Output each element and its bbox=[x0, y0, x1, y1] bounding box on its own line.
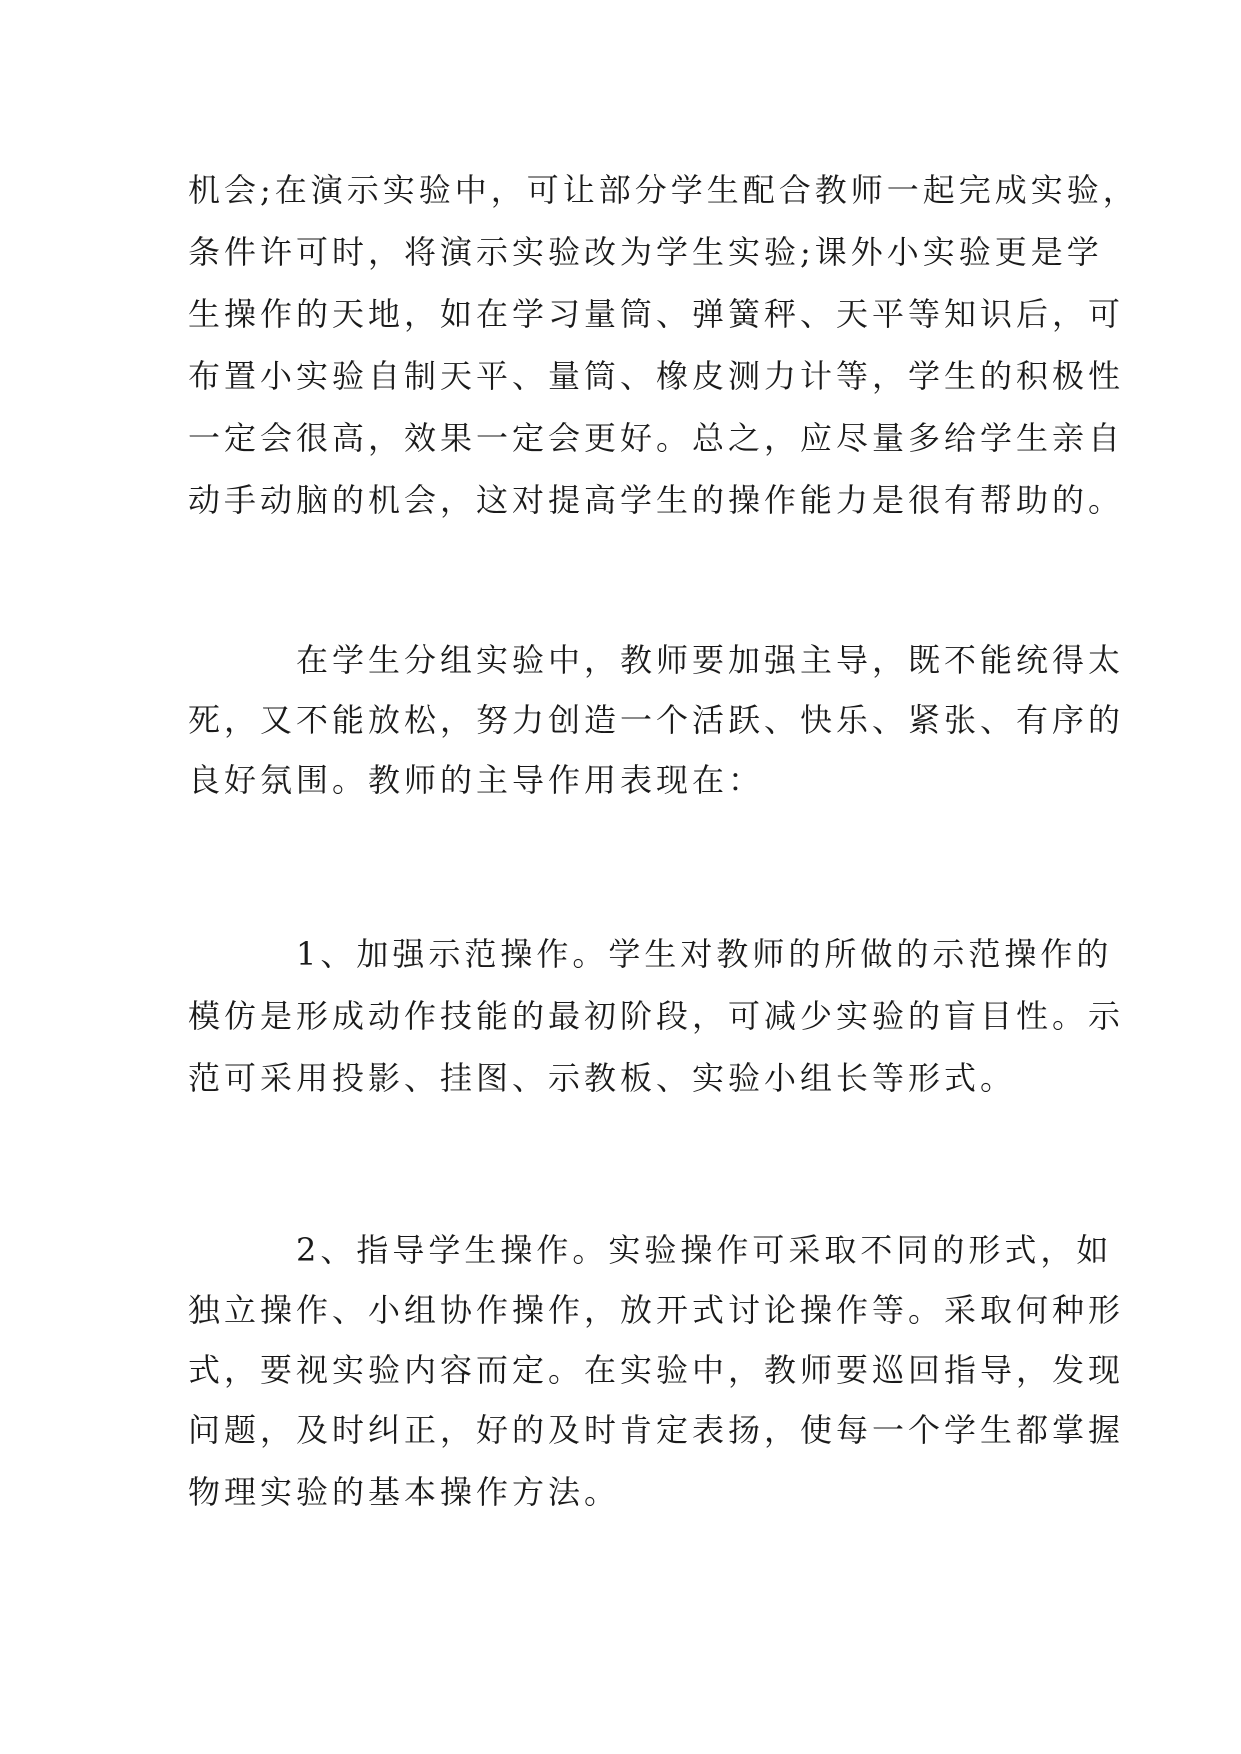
text-line: 式，要视实验内容而定。在实验中，教师要巡回指导，发现 bbox=[188, 1351, 1125, 1389]
text-line: 在学生分组实验中，教师要加强主导，既不能统得太 bbox=[296, 641, 1125, 679]
text-line: 1、加强示范操作。学生对教师的所做的示范操作的 bbox=[296, 935, 1113, 973]
text-line: 动手动脑的机会，这对提高学生的操作能力是很有帮助的。 bbox=[188, 481, 1125, 519]
text-line: 条件许可时，将演示实验改为学生实验;课外小实验更是学 bbox=[188, 233, 1103, 271]
text-line: 生操作的天地，如在学习量筒、弹簧秤、天平等知识后，可 bbox=[188, 295, 1125, 333]
text-line: 问题，及时纠正，好的及时肯定表扬，使每一个学生都掌握 bbox=[188, 1411, 1125, 1449]
text-line: 模仿是形成动作技能的最初阶段，可减少实验的盲目性。示 bbox=[188, 997, 1125, 1035]
text-line: 死，又不能放松，努力创造一个活跃、快乐、紧张、有序的 bbox=[188, 701, 1125, 739]
text-line: 一定会很高，效果一定会更好。总之，应尽量多给学生亲自 bbox=[188, 419, 1125, 457]
text-line: 机会;在演示实验中，可让部分学生配合教师一起完成实验， bbox=[188, 171, 1139, 209]
text-line: 独立操作、小组协作操作，放开式讨论操作等。采取何种形 bbox=[188, 1291, 1125, 1329]
text-line: 布置小实验自制天平、量筒、橡皮测力计等，学生的积极性 bbox=[188, 357, 1125, 395]
text-line: 物理实验的基本操作方法。 bbox=[188, 1473, 621, 1511]
text-line: 2、指导学生操作。实验操作可采取不同的形式，如 bbox=[296, 1231, 1113, 1269]
text-line: 良好氛围。教师的主导作用表现在： bbox=[188, 761, 765, 799]
text-line: 范可采用投影、挂图、示教板、实验小组长等形式。 bbox=[188, 1059, 1017, 1097]
